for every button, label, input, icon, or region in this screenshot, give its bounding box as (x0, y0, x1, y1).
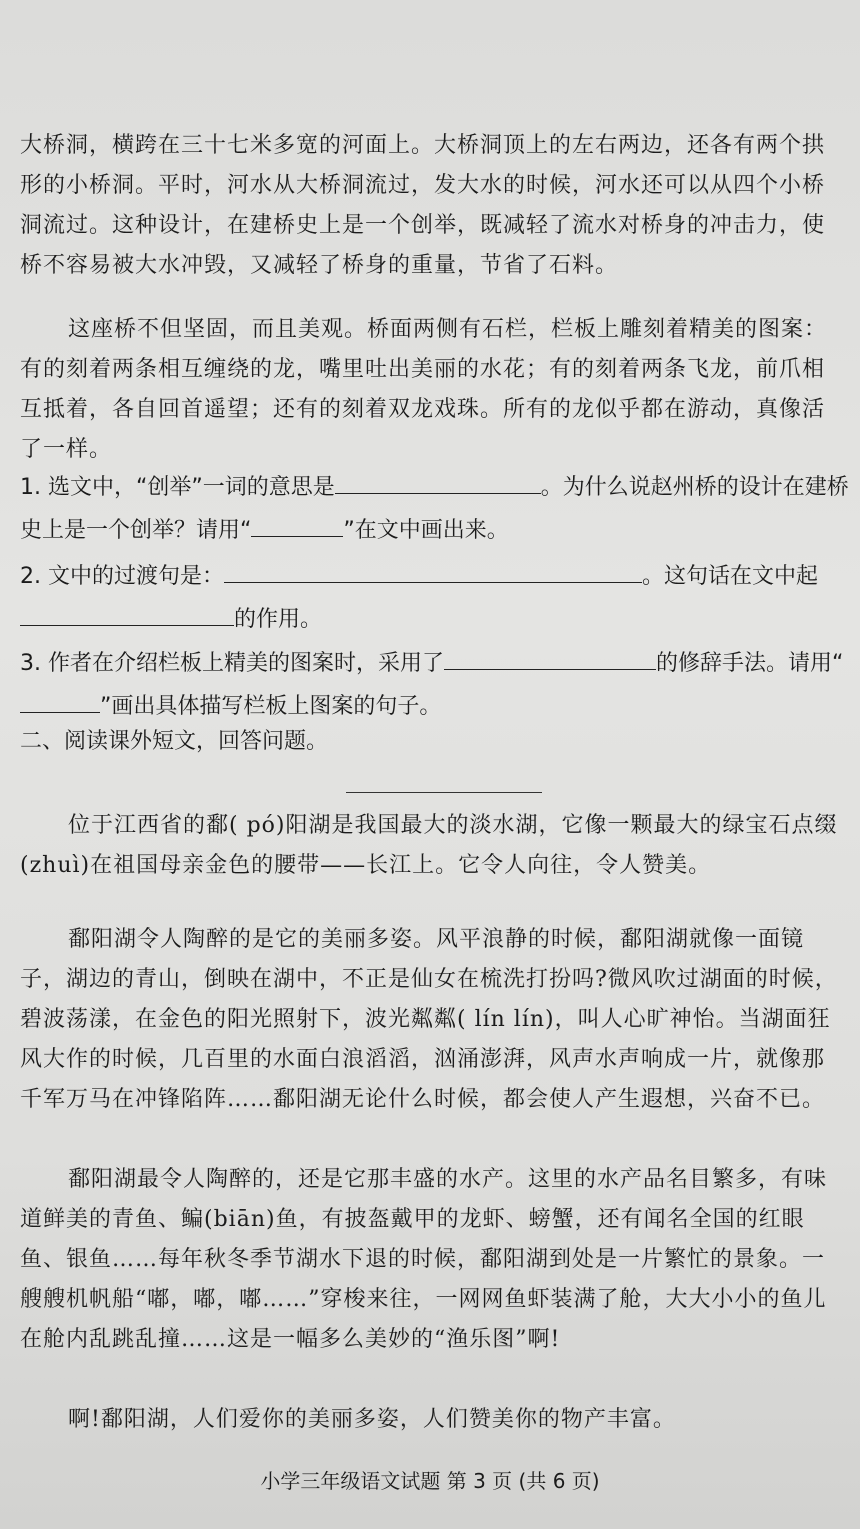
question-3-text-c: ”画出具体描写栏板上图案的句子。 (100, 694, 442, 719)
question-3-text-a: 3. 作者在介绍栏板上精美的图案时，采用了 (20, 651, 444, 676)
question-1-text-a: 1. 选文中，“创举”一词的意思是 (20, 475, 335, 500)
passage2-paragraph-2: 鄱阳湖令人陶醉的是它的美丽多姿。风平浪静的时候，鄱阳湖就像一面镜子，湖边的青山，倒映在湖中，不正是仙女在梳洗打扮吗?微风吹过湖面的时候，碧波荡漾，在金色的阳光照射下，波光粼粼( lín lín)，叫人心旷神怡。当湖面狂风大作的时候，几百里的水面白浪滔滔，汹涌澎湃，风声水声响成一片，就像那千军万马在冲锋陷阵……鄱阳湖无论什么时候，都会使人产生遐想，兴奋不已。 (20, 927, 838, 1112)
question-1-blank-meaning[interactable] (335, 467, 541, 494)
question-3-blank-rhetoric[interactable] (444, 643, 656, 670)
question-1-text-b: 。为什么说赵州桥的设计在建桥史上是一个创举？请用“ (20, 475, 849, 543)
passage2-paragraph-3: 鄱阳湖最令人陶醉的，还是它那丰盛的水产。这里的水产品名目繁多，有味道鲜美的青鱼、鳊(biān)鱼，有披盔戴甲的龙虾、螃蟹，还有闻名全国的红眼鱼、银鱼……每年秋冬季节湖水下退的时候，鄱阳湖到处是一片繁忙的景象。一艘艘机帆船“嘟，嘟，嘟……”穿梭来往，一网网鱼虾装满了舱，大大小小的鱼儿在舱内乱跳乱撞……这是一幅多么美妙的“渔乐图”啊! (20, 1167, 828, 1352)
question-2-text-a: 2. 文中的过渡句是： (20, 564, 224, 589)
passage2-paragraph-4: 啊!鄱阳湖，人们爱你的美丽多姿，人们赞美你的物产丰富。 (68, 1407, 676, 1432)
passage-title-blank[interactable] (346, 792, 542, 793)
page-footer: 小学三年级语文试题 第 3 页 (共 6 页) (260, 1469, 600, 1493)
question-2 (20, 555, 850, 641)
question-2-blank-function[interactable] (20, 599, 234, 626)
section-2-heading: 二、阅读课外短文，回答问题。 (20, 729, 329, 754)
passage1-paragraph-1: 大桥洞，横跨在三十七米多宽的河面上。大桥洞顶上的左右两边，还各有两个拱形的小桥洞。平时，河水从大桥洞流过，发大水的时候，河水还可以从四个小桥洞流过。这种设计，在建桥史上是一个创举，既减轻了流水对桥身的冲击力，使桥不容易被大水冲毁，又减轻了桥身的重量，节省了石料。 (20, 133, 826, 278)
question-2-text-c: 的作用。 (234, 607, 323, 632)
passage1-paragraph-2: 这座桥不但坚固，而且美观。桥面两侧有石栏，栏板上雕刻着精美的图案：有的刻着两条相互缠绕的龙，嘴里吐出美丽的水花；有的刻着两条飞龙，前爪相互抵着，各自回首遥望；还有的刻着双龙戏珠。所有的龙似乎都在游动，真像活了一样。 (20, 317, 828, 462)
question-1-text-c: ”在文中画出来。 (343, 518, 509, 543)
question-2-blank-sentence[interactable] (224, 556, 642, 583)
question-1-underline-sample (251, 510, 343, 537)
question-1 (20, 466, 850, 552)
question-3 (20, 642, 850, 728)
question-3-text-b: 的修辞手法。请用“ (656, 651, 844, 676)
question-3-underline-sample (20, 686, 100, 713)
passage2-paragraph-1: 位于江西省的鄱( pó)阳湖是我国最大的淡水湖，它像一颗最大的绿宝石点缀(zhuì)在祖国母亲金色的腰带——长江上。它令人向往，令人赞美。 (20, 813, 838, 878)
question-2-text-b: 。这句话在文中起 (641, 564, 818, 589)
